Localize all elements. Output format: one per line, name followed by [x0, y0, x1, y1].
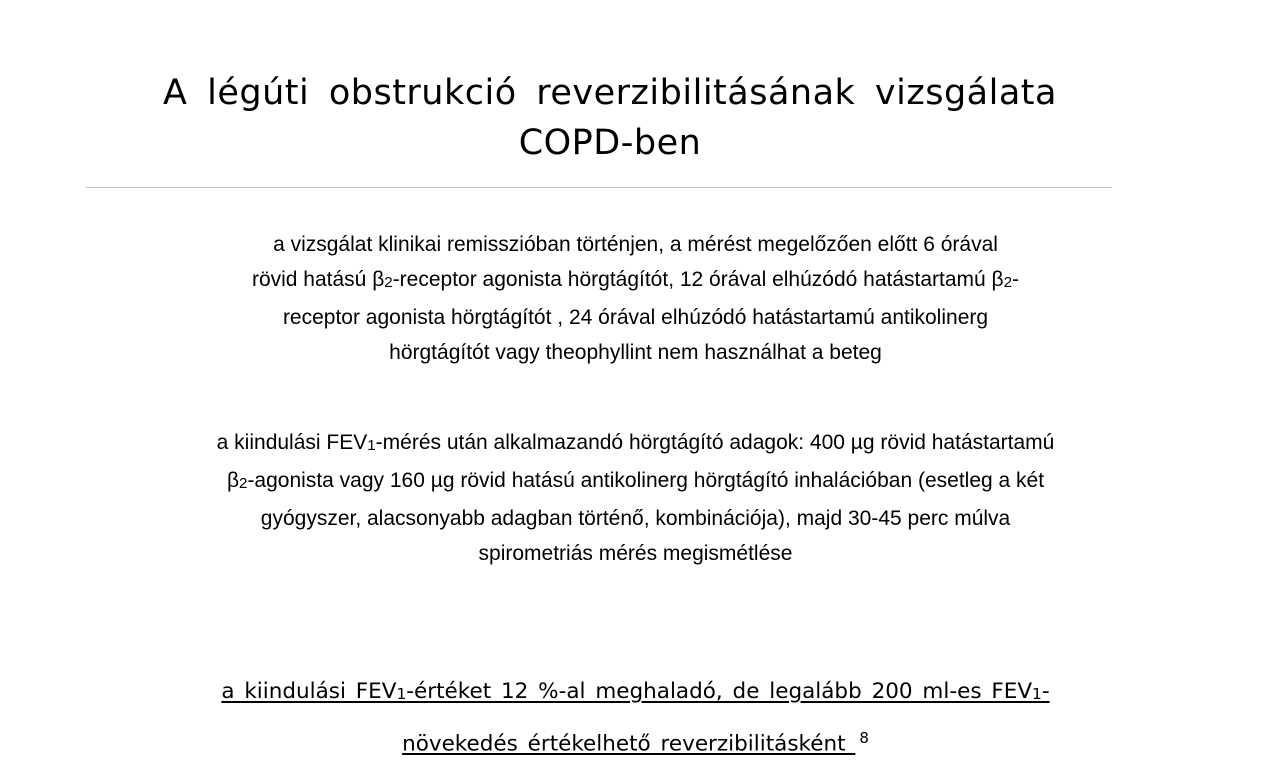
paragraph1-line-2: [40, 262, 1231, 300]
paragraph1-line-1: a vizsgálat klinikai remisszióban történjen, a mérést megelőzően előtt 6 órával: [273, 233, 998, 256]
paragraph2-subscript-2: 2: [239, 474, 248, 492]
paragraph-reversibility-criterion: [40, 670, 1231, 766]
paragraph3-line-2: [40, 716, 1231, 766]
paragraph1-line-2-text-a: rövid hatású β: [251, 268, 385, 291]
paragraph2-subscript-1: 1: [367, 436, 376, 454]
paragraph2-line-2-text-a: β: [226, 468, 240, 492]
paragraph3-subscript-1: 1: [396, 684, 407, 703]
title-divider: [86, 187, 1112, 188]
title-line-2: COPD-ben: [518, 123, 702, 163]
paragraph3-line-1-text-c: -: [1041, 679, 1050, 704]
paragraph1-subscript-1: 2: [384, 273, 393, 291]
paragraph3-line-1: [40, 670, 1231, 716]
paragraph1-line-4: hörgtágítót vagy theophyllint nem használhat a beteg: [389, 340, 882, 364]
title-line-1: A légúti obstrukció reverzibilitásának vizsgálata: [163, 73, 1057, 113]
paragraph2-line-2-text-b: -agonista vagy 160 µg rövid hatású antikolinerg hörgtágító inhalációban (esetleg a két: [247, 468, 1045, 492]
paragraph2-line-1-text-b: -mérés után alkalmazandó hörgtágító adagok: 400 µg rövid hatástartamú: [375, 431, 1055, 454]
paragraph1-line-2-text-b: -receptor agonista hörgtágítót, 12 órával elhúzódó hatástartamú β: [392, 268, 1004, 291]
paragraph1-line-2-text-c: -: [1012, 268, 1020, 291]
paragraph2-line-3: gyógyszer, alacsonyabb adagban történő, kombinációja), majd 30-45 perc múlva: [260, 506, 1011, 530]
paragraph3-line-1-text-a: a kiindulási FEV: [221, 679, 397, 704]
paragraph2-line-1: [40, 425, 1231, 463]
paragraph3-line-2-text: növekedés értékelhető reverzibilitásként: [402, 731, 856, 757]
paragraph2-line-1-text-a: a kiindulási FEV: [216, 431, 368, 454]
paragraph1-subscript-2: 2: [1003, 273, 1013, 291]
footnote-reference: 8: [859, 728, 869, 747]
slide-title: [60, 68, 1160, 168]
paragraph2-line-4: spirometriás mérés megismétlése: [478, 541, 793, 565]
paragraph-bronchodilator-doses: [40, 425, 1231, 571]
paragraph3-line-1-underlined: [221, 679, 1049, 704]
paragraph2-line-2: [40, 463, 1231, 501]
paragraph1-line-3: receptor agonista hörgtágítót , 24 órával elhúzódó hatástartamú antikolinerg: [282, 305, 989, 329]
paragraph3-line-1-text-b: -értéket 12 %-al meghaladó, de legalább 200 ml-es FEV: [406, 679, 1033, 704]
paragraph3-subscript-2: 1: [1032, 684, 1042, 703]
paragraph-medication-washout: [40, 227, 1231, 370]
